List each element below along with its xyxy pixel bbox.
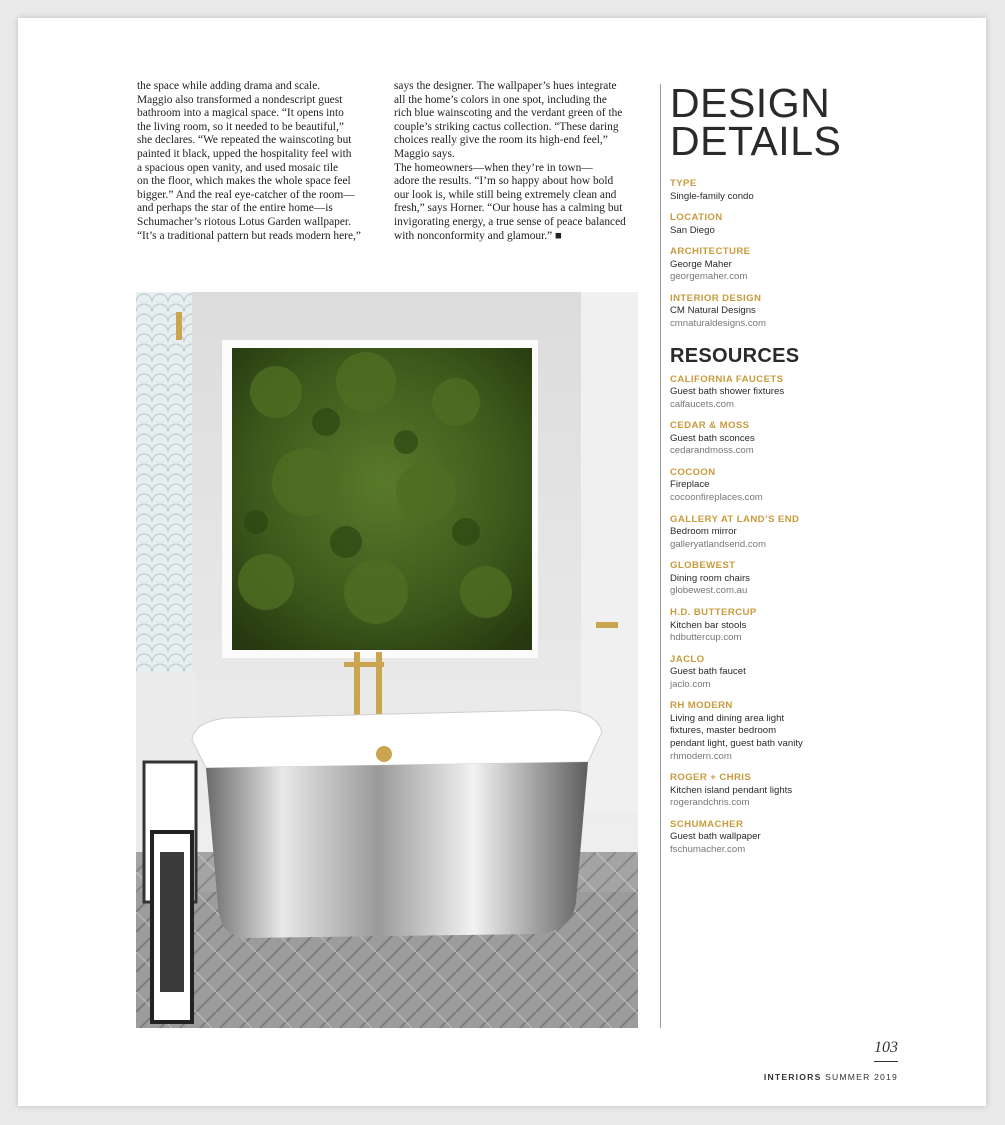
resources-title: RESOURCES [670,344,800,367]
entry-url: calfaucets.com [670,398,734,410]
page-footer [718,1072,898,1082]
entry-value: CM Natural Designs [670,305,756,317]
entry-url: cedarandmoss.com [670,445,754,457]
entry-url: globewest.com.au [670,585,748,597]
entry-label: RH MODERN [670,700,733,712]
magazine-brand: INTERIORS [763,1072,822,1082]
entry-url: cocoonfireplaces.com [670,492,763,504]
entry-value: Living and dining area light fixtures, master bedroom pendant light, guest bath vanity [670,712,803,750]
entry-label: GALLERY AT LAND’S END [670,513,800,525]
entry-label: ARCHITECTURE [670,246,751,258]
entry-label: CALIFORNIA FAUCETS [670,373,784,385]
entry-value: Guest bath sconces [670,432,755,444]
entry-value: Kitchen bar stools [670,619,747,631]
resources-list [670,374,980,857]
entry-url: georgemaher.com [670,271,748,283]
resource-entry [670,467,980,505]
entry-value: Dining room chairs [670,572,750,584]
resource-entry [670,654,980,692]
entry-value: Fireplace [670,479,710,491]
entry-url: rhmodern.com [670,750,732,762]
magazine-page [18,18,986,1106]
entry-url: jaclo.com [670,678,711,690]
entry-label: SCHUMACHER [670,818,744,830]
entry-url: fschumacher.com [670,844,746,856]
entry-label: COCOON [670,466,716,478]
entry-label: ROGER + CHRIS [670,772,752,784]
entry-url: hdbuttercup.com [670,632,742,644]
detail-entry [670,246,980,284]
entry-value: Guest bath wallpaper [670,831,761,843]
resource-entry [670,700,980,763]
detail-entry [670,178,980,203]
entry-value: Guest bath faucet [670,666,746,678]
entry-label: CEDAR & MOSS [670,420,750,432]
entry-label: JACLO [670,653,705,665]
entry-value: Kitchen island pendant lights [670,784,793,796]
issue-label: SUMMER 2019 [825,1072,898,1082]
resource-entry [670,819,980,857]
entry-label: H.D. BUTTERCUP [670,607,757,618]
entry-label: INTERIOR DESIGN [670,292,762,304]
entry-value: George Maher [670,258,732,270]
bathroom-illustration [136,292,638,1028]
resource-entry [670,560,980,598]
design-details-title: DESIGN DETAILS [670,80,842,164]
entry-url: cmnaturaldesigns.com [670,317,766,329]
entry-label: GLOBEWEST [670,560,736,572]
entry-label: TYPE [670,178,697,189]
article-column-2: says the designer. The wallpaper’s hues integrate all the home’s colors in one spot, including the rich blue wainscoting and the verdant green of the couple’s striking cactus collection. “These daring choices really give the room its high-end feel,” Maggio says. The homeowners—when they’re in town— adore the results. “I’m so happy about how bold our look is, while still being extremely clean and fresh,” says Horner. “Our house has a calming but invigorating energy, a true sense of peace balanced with nonconformity and glamour.” ■ [394,80,626,242]
entry-value: Guest bath shower fixtures [670,386,785,398]
article-column-1: the space while adding drama and scale. Maggio also transformed a nondescript guest bathroom into a magical space. “It opens into the living room, so it needed to be beautiful,” she declares. “We repeated the wainscoting but painted it black, upped the hospitality feel with a spacious open vanity, and used mosaic tile on the floor, which makes the whole space feel bigger.” And the real eye-catcher of the room— and perhaps the star of the entire home—is Schumacher’s riotous Lotus Garden wallpaper. “It’s a traditional pattern but reads modern here,” [137,80,361,242]
details-list [670,178,980,331]
entry-url: rogerandchris.com [670,797,750,809]
sidebar-divider [660,84,661,1028]
design-details-sidebar [670,80,980,857]
entry-value: Bedroom mirror [670,526,737,538]
resource-entry [670,420,980,458]
detail-entry [670,212,980,237]
page-number: 103 [874,1039,898,1056]
detail-entry [670,293,980,331]
bathroom-photo [136,292,638,1028]
entry-value: Single-family condo [670,190,754,202]
resource-entry [670,374,980,412]
entry-url: galleryatlandsend.com [670,538,766,550]
page-number-rule [874,1061,898,1062]
resource-entry [670,514,980,552]
entry-label: LOCATION [670,212,723,224]
resource-entry [670,607,980,645]
entry-value: San Diego [670,224,715,236]
resource-entry [670,772,980,810]
